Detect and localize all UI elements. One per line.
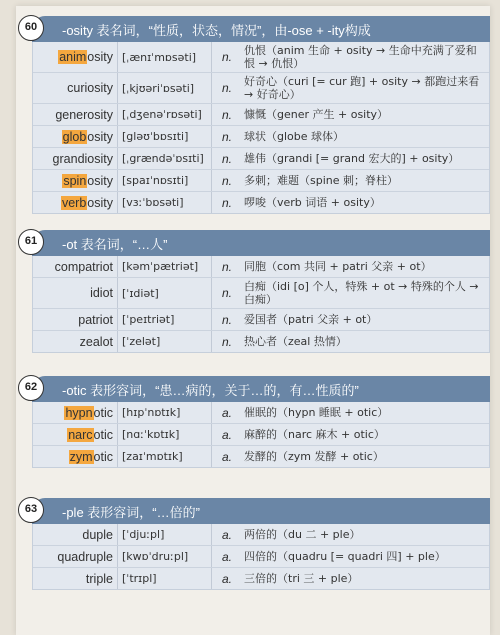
entry-table [32, 256, 490, 353]
word [33, 450, 117, 464]
book-page [16, 6, 490, 635]
part-of-speech: n. [222, 195, 233, 210]
definition: 热心者（zeal 热情） [244, 335, 347, 348]
part-of-speech: n. [222, 312, 233, 327]
definition: 爱国者（patri 父亲 + ot） [244, 313, 378, 326]
definition: 同胞（com 共同 + patri 父亲 + ot） [244, 260, 432, 273]
word-suffix: osity [87, 50, 113, 64]
word-root-highlight: verb [61, 195, 87, 210]
part-of-speech: a. [222, 549, 233, 564]
section-header [24, 376, 490, 402]
word-root-highlight: spin [63, 173, 87, 188]
section-title: -otic 表形容词，“患…病的，关于…的，有…性质的” [62, 383, 359, 398]
entry-row [33, 309, 489, 331]
word [33, 313, 117, 327]
phonetic: [kəmˈpætriət] [117, 256, 212, 277]
word-text: patriot [78, 312, 113, 327]
phonetic: [ˈdjuːpl] [117, 524, 212, 545]
definition: 发酵的（zym 发酵 + otic） [244, 450, 384, 463]
phonetic: [ˈtrɪpl] [117, 568, 212, 589]
phonetic: [ˈpeɪtriət] [117, 309, 212, 330]
entry-row [33, 402, 489, 424]
definition: 球状（globe 球体） [244, 130, 345, 143]
definition: 好奇心（curi [= cur 跑] + osity → 都跑过来看 → 好奇心） [244, 75, 480, 101]
entry-row [33, 170, 489, 192]
word-suffix: otic [93, 449, 113, 464]
word [33, 50, 117, 64]
word-root-highlight: hypn [65, 405, 93, 420]
entry-row [33, 148, 489, 170]
word-text: duple [82, 527, 113, 542]
phonetic: [ˌkjʊəriˈɒsəti] [117, 73, 212, 103]
word [33, 528, 117, 542]
word [33, 81, 117, 95]
word-text: zealot [79, 334, 113, 349]
definition: 催眠的（hypn 睡眠 + otic） [244, 406, 389, 419]
definition: 四倍的（quadru [= quadri 四] + ple） [244, 550, 446, 563]
word [33, 335, 117, 349]
section-62 [24, 376, 490, 468]
phonetic: [hɪpˈnɒtɪk] [117, 402, 212, 423]
part-of-speech: a. [222, 405, 233, 420]
word [33, 196, 117, 210]
entry-table [32, 524, 490, 590]
entry-row [33, 331, 489, 352]
part-of-speech: a. [222, 571, 233, 586]
word-text: curiosity [67, 81, 113, 95]
word-suffix: otic [93, 427, 113, 442]
phonetic: [ˌgrændəˈɒsɪti] [117, 148, 212, 169]
word [33, 130, 117, 144]
phonetic: [kwɒˈdruːpl] [117, 546, 212, 567]
entry-row [33, 42, 489, 73]
part-of-speech: n. [222, 129, 233, 144]
definition: 白痴（idi [o] 个人，特殊 + ot → 特殊的个人 → 白痴） [244, 280, 479, 306]
word [33, 550, 117, 564]
word [33, 152, 117, 166]
phonetic: [gləʊˈbɒsɪti] [117, 126, 212, 147]
part-of-speech: n. [222, 334, 233, 349]
phonetic: [ˈzelət] [117, 331, 212, 352]
entry-table [32, 402, 490, 468]
section-title: -ple 表形容词，“…倍的” [62, 505, 200, 520]
section-header [24, 498, 490, 524]
word [33, 286, 117, 300]
section-61 [24, 230, 490, 353]
word [33, 428, 117, 442]
word-root-highlight: anim [59, 50, 87, 64]
word-root-highlight: glob [62, 129, 87, 144]
word-text: grandiosity [52, 151, 113, 166]
definition: 慷慨（gener 产生 + osity） [244, 108, 389, 121]
entry-row [33, 278, 489, 309]
entry-row [33, 524, 489, 546]
phonetic: [ˌdʒenəˈrɒsəti] [117, 104, 212, 125]
word [33, 108, 117, 122]
word-text: quadruple [57, 549, 113, 564]
definition: 啰唆（verb 词语 + osity） [244, 196, 381, 209]
part-of-speech: n. [222, 151, 233, 166]
part-of-speech: n. [222, 286, 233, 300]
part-of-speech: a. [222, 449, 233, 464]
phonetic: [nɑːˈkɒtɪk] [117, 424, 212, 445]
part-of-speech: n. [222, 50, 233, 64]
word-suffix: osity [87, 195, 113, 210]
definition: 多刺；难题（spine 刺；脊柱） [244, 174, 399, 187]
definition: 三倍的（tri 三 + ple） [244, 572, 359, 585]
section-number-badge: 62 [18, 375, 44, 401]
section-title: -osity 表名词，“性质，状态，情况”，由-ose + -ity构成 [62, 23, 371, 38]
word [33, 260, 117, 274]
word-text: generosity [55, 107, 113, 122]
definition: 两倍的（du 二 + ple） [244, 528, 361, 541]
word-suffix: osity [87, 173, 113, 188]
entry-table [32, 42, 490, 214]
entry-row [33, 424, 489, 446]
section-number-badge: 63 [18, 497, 44, 523]
section-header [24, 16, 490, 42]
word-root-highlight: narc [68, 427, 93, 442]
word-text: triple [85, 571, 113, 586]
phonetic: [zaɪˈmɒtɪk] [117, 446, 212, 467]
word [33, 406, 117, 420]
entry-row [33, 446, 489, 467]
section-63 [24, 498, 490, 590]
word [33, 572, 117, 586]
phonetic: [ˈɪdiət] [117, 278, 212, 308]
part-of-speech: a. [222, 527, 233, 542]
entry-row [33, 126, 489, 148]
entry-row [33, 568, 489, 589]
section-number-badge: 60 [18, 15, 44, 41]
definition: 雄伟（grandi [= grand 宏大的] + osity） [244, 152, 460, 165]
phonetic: [ˌænɪˈmɒsəti] [117, 42, 212, 72]
section-60 [24, 16, 490, 214]
part-of-speech: n. [222, 259, 233, 274]
part-of-speech: n. [222, 173, 233, 188]
entry-row [33, 256, 489, 278]
part-of-speech: n. [222, 81, 233, 95]
word-text: idiot [90, 286, 113, 300]
entry-row [33, 192, 489, 213]
word-suffix: osity [87, 129, 113, 144]
entry-row [33, 546, 489, 568]
word-text: compatriot [54, 259, 113, 274]
part-of-speech: n. [222, 107, 233, 122]
section-title: -ot 表名词，“…人” [62, 237, 168, 252]
phonetic: [vɜːˈbɒsəti] [117, 192, 212, 213]
phonetic: [spaɪˈnɒsɪti] [117, 170, 212, 191]
entry-row [33, 104, 489, 126]
entry-row [33, 73, 489, 104]
definition: 麻醉的（narc 麻木 + otic） [244, 428, 385, 441]
section-header [24, 230, 490, 256]
part-of-speech: a. [222, 427, 233, 442]
section-number-badge: 61 [18, 229, 44, 255]
definition: 仇恨（anim 生命 + osity → 生命中充满了爱和恨 → 仇恨） [244, 44, 477, 70]
word [33, 174, 117, 188]
word-root-highlight: zym [69, 449, 93, 464]
word-suffix: otic [93, 405, 113, 420]
